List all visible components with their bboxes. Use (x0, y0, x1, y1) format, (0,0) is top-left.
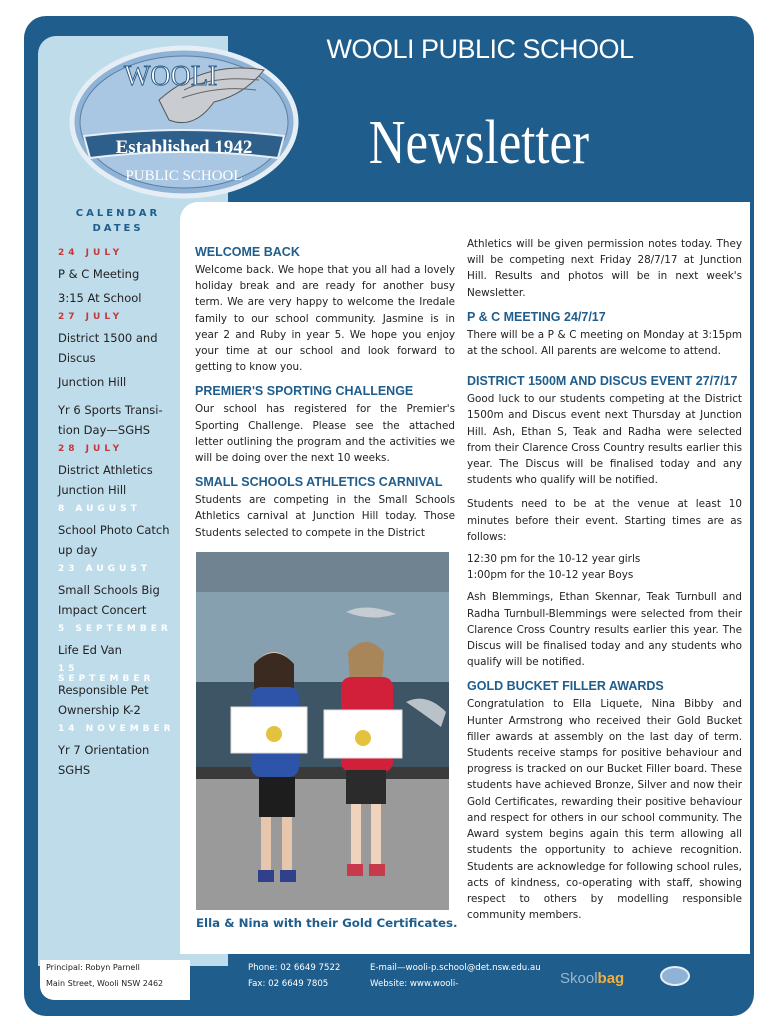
article-heading-gold: GOLD BUCKET FILLER AWARDS (467, 679, 664, 694)
article-continued-athletics: Athletics will be given permission notes today. They will be competing next Friday 28/7/17 at Junction Hill. Results and photos will be in next week's Newsletter. (467, 238, 742, 299)
article-body-premier: Our school has registered for the Premier's Sporting Challenge. Please see the attached letter outlining the program and the activities we will be doing over the next 10 weeks. (195, 403, 455, 465)
calendar-date: 23 AUGUST (58, 564, 151, 574)
logo-banner-text: Established 1942 (115, 137, 253, 158)
calendar-event: Junction Hill (58, 375, 127, 389)
article-heading-premier: PREMIER'S SPORTING CHALLENGE (195, 384, 414, 399)
article-body-gold: Congratulation to Ella Liquete, Nina Bibby and Hunter Armstrong who received their Gold Bucket filler awards at assembly on the last day of term. Students receive stamps for positive behaviour and progress is tracked on our Bucket Filler board. These students have achieved Bronze, Silver and now their Gold Certificates, rewarding their positive behaviour and respect for others in our school community. The Award system begins again this term allowing all students the opportunity to achieve recognition. Students are acknowledge for following school rules, acts of kindness, co-operating with staff, showing respect to others by modelling responsible community members. (467, 698, 742, 922)
article-body-district-3: Ash Blemmings, Ethan Skennar, Teak Turnbull and Radha Turnbull-Blemmings were selected from their Clarence Cross Country results earlier this year. The Discus will be finalised today and any students who qualify will be notified. (467, 591, 742, 669)
article-heading-district: DISTRICT 1500M AND DISCUS EVENT 27/7/17 (467, 374, 738, 389)
article-body-athletics: Students are competing in the Small Schools Athletics carnival at Junction Hill today. Those Students selected to compete in the District (195, 494, 455, 539)
footer-phone: Phone: 02 6649 7522 (248, 963, 341, 973)
calendar-event: District 1500 and Discus (58, 331, 158, 365)
calendar-date: 8 AUGUST (58, 504, 141, 514)
start-time-boys: 1:00pm for the 10-12 year Boys (467, 569, 634, 582)
calendar-date: 24 JULY (58, 248, 124, 258)
calendar-event: Yr 6 Sports Transi-tion Day—SGHS (58, 403, 163, 437)
school-mini-logo (660, 966, 690, 986)
article-body-district-2: Students need to be at the venue at least 10 minutes before their event. Starting times are as follows: (467, 498, 742, 543)
footer-principal: Principal: Robyn Parnell (46, 963, 140, 972)
calendar-list (58, 244, 176, 784)
start-time-girls: 12:30 pm for the 10-12 year girls (467, 553, 641, 566)
article-heading-pc: P & C MEETING 24/7/17 (467, 309, 606, 324)
article-heading-athletics: SMALL SCHOOLS ATHLETICS CARNIVAL (195, 475, 443, 490)
school-logo (64, 40, 304, 200)
calendar-date: 14 NOVEMBER (58, 724, 175, 734)
calendar-date: 15 SEPTEMBER (58, 664, 155, 684)
footer-address: Main Street, Wooli NSW 2462 (46, 979, 164, 988)
footer-email[interactable]: E-mail—wooli-p.school@det.nsw.edu.au (370, 963, 541, 973)
logo-top-text: WOOLI (124, 61, 218, 92)
photo-caption: Ella & Nina with their Gold Certificates. (196, 916, 458, 930)
logo-bottom-text: PUBLIC SCHOOL (125, 168, 243, 184)
week-term: WEEK 1 TERM 3 (240, 206, 428, 215)
calendar-date: 27 JULY (58, 312, 124, 322)
column-right (467, 236, 742, 929)
footer-contact-box (40, 960, 190, 1000)
calendar-event: School Photo Catch up day (58, 523, 170, 557)
skoolbag-logo (560, 970, 624, 987)
footer-fax: Fax: 02 6649 7805 (248, 979, 329, 989)
calendar-date: 5 SEPTEMBER (58, 624, 172, 634)
article-body-district-1: Good luck to our students competing at the District 1500m and Discus event next Thursday at Junction Hill. Ash, Ethan S, Teak and Radha were selected from their Clarence Cross Country results earlier this year. The Discus will be finalised today and any students who qualify will be notified. (467, 393, 742, 487)
calendar-event: Small Schools Big Impact Concert (58, 583, 160, 617)
calendar-event: Yr 7 Orientation SGHS (58, 743, 150, 777)
calendar-event: 3:15 At School (58, 291, 142, 305)
skoolbag-logo-b: bag (597, 970, 625, 987)
calendar-event: Responsible Pet Ownership K-2 (58, 683, 149, 717)
issue-date: 29 JUNE 2017 (600, 206, 769, 215)
article-body-welcome: Welcome back. We hope that you all had a lovely holiday break and are ready for another busy term. We are very happy to welcome the Iredale family to our school community. Jasmine is in year 2 and Ruby in year 5. We hope you enjoy your time at our school and look forward to getting to know you. (195, 264, 455, 374)
article-body-pc: There will be a P & C meeting on Monday at 3:15pm at the school. All parents are welcome to attend. (467, 328, 742, 358)
calendar-date: 28 JULY (58, 444, 124, 454)
skoolbag-logo-a: Skool (560, 970, 598, 987)
calendar-event: Life Ed Van (58, 643, 122, 657)
newsletter-title: Newsletter (368, 109, 590, 177)
calendar-title: CALENDAR DATES (75, 208, 161, 234)
column-left (195, 236, 455, 547)
school-name: WOOLI PUBLIC SCHOOL (326, 34, 634, 64)
calendar-event: District Athletics Junction Hill (58, 463, 153, 497)
students-photo (196, 552, 449, 910)
footer-website[interactable]: Website: www.wooli- (370, 979, 459, 989)
calendar-event: P & C Meeting (58, 267, 140, 281)
article-heading-welcome: WELCOME BACK (195, 245, 300, 259)
